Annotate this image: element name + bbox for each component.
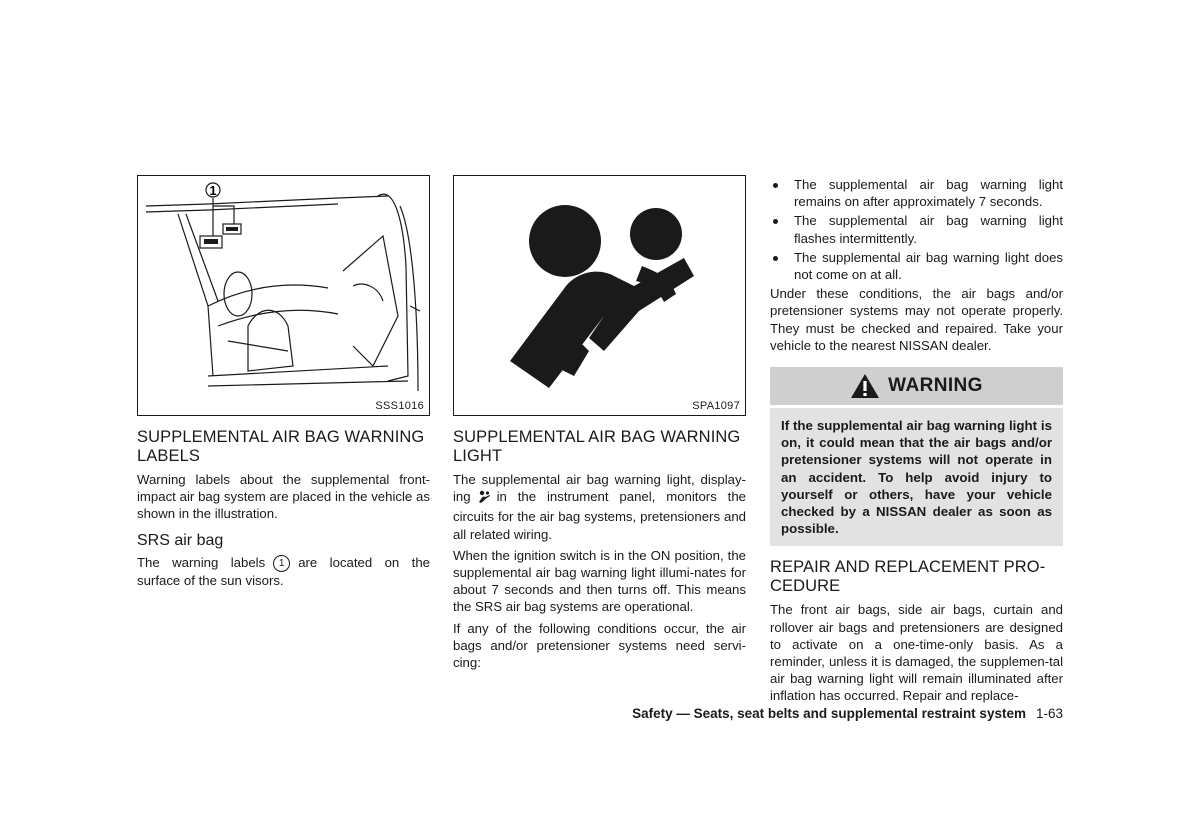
airbag-warning-symbol xyxy=(454,176,746,416)
text-segment: The warning labels xyxy=(137,554,266,570)
list-item: The supplemental air bag warning light flashes intermittently. xyxy=(770,212,1063,246)
figure-code: SPA1097 xyxy=(692,400,740,412)
figure-car-interior xyxy=(137,175,430,416)
figure-airbag-symbol xyxy=(453,175,746,416)
warning-header xyxy=(770,367,1063,405)
section-heading-repair: REPAIR AND REPLACEMENT PRO-CEDURE xyxy=(770,558,1046,596)
paragraph-warning-light xyxy=(453,471,746,543)
text-segment: in the instrument panel, monitors the circuits for the air bag systems, pretensioners and all related wiring. xyxy=(453,489,746,542)
paragraph-conditions-result: Under these conditions, the air bags and/or pretensioner systems may not operate properly. They must be checked and repaired. Take your vehicle to the nearest NISSAN dealer. xyxy=(770,286,1063,353)
page-number: 1-63 xyxy=(1035,706,1063,721)
text-segment: The supplemental air bag warning light, display-ing xyxy=(453,472,746,505)
paragraph-ignition: When the ignition switch is in the ON position, the supplemental air bag warning light illumi-nates for about 7 seconds and then turns off. This means the SRS air bag systems are operational. xyxy=(453,547,746,615)
figure-callout-number: 1 xyxy=(209,183,217,198)
figure-code: SSS1016 xyxy=(375,400,424,412)
paragraph-repair: The front air bags, side air bags, curtain and rollover air bags and pretensioners are designed to activate on a one-time-only basis. As a reminder, unless it is damaged, the supplemen-tal air bag warning light will remain illuminated after inflation has occurred. Repair and replace- xyxy=(770,602,1063,704)
section-heading-warning-labels: SUPPLEMENTAL AIR BAG WARNING LABELS xyxy=(137,428,425,465)
warning-title: WARNING xyxy=(888,375,983,397)
list-item: The supplemental air bag warning light does not come on at all. xyxy=(770,249,1063,283)
section-heading-warning-light: SUPPLEMENTAL AIR BAG WARNING LIGHT xyxy=(453,428,741,465)
page-footer xyxy=(560,706,1063,721)
paragraph-warning-labels: Warning labels about the supplemental front-impact air bag system are placed in the vehicle as shown in the illustration. xyxy=(137,472,430,522)
column-left xyxy=(137,175,430,593)
car-interior-illustration xyxy=(138,176,430,416)
column-middle xyxy=(453,175,746,675)
warning-body: If the supplemental air bag warning light is on, it could mean that the air bags and/or pretensioner systems will not operate in an accident. To help avoid injury to yourself or others, have your vehicle checked by a NISSAN dealer as soon as possible. xyxy=(770,408,1063,546)
warning-triangle-icon xyxy=(850,373,880,399)
paragraph-conditions: If any of the following conditions occur, the air bags and/or pretensioner systems need servi-cing: xyxy=(453,620,746,671)
text-segment: are located on the surface of the sun visors. xyxy=(137,554,430,588)
chapter-title: Safety — Seats, seat belts and supplemental restraint system xyxy=(632,706,1026,721)
column-right xyxy=(770,176,1063,709)
list-item: The supplemental air bag warning light remains on after approximately 7 seconds. xyxy=(770,176,1063,210)
subheading-srs-air-bag: SRS air bag xyxy=(137,531,224,549)
paragraph-srs-air-bag xyxy=(137,554,430,589)
airbag-warning-icon xyxy=(477,490,491,508)
conditions-list xyxy=(770,176,1063,283)
callout-circle-icon: 1 xyxy=(273,555,290,572)
